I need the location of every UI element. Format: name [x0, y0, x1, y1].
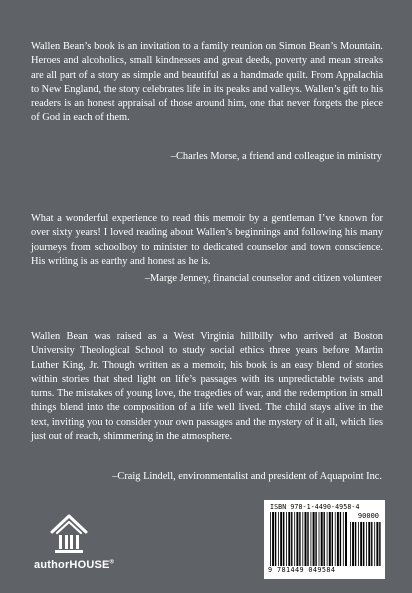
- price-code: 90000: [357, 512, 379, 520]
- testimonial-2-attribution: –Marge Jenney, financial counselor and citizen volunteer: [144, 273, 382, 284]
- testimonial-1-text: Wallen Bean’s book is an invitation to a family reunion on Simon Bean’s Mountain. Heroes and alcoholics, small kindnesses and great deeds, poverty and mean streaks are all part of a story as simple and beautiful as a handmade quilt. From Appalachia to New England, the story celebrates life in its peaks and valleys. Wallen’s gift to his readers is an honest appraisal of those around him, one that never forgets the piece of God in each of them.: [31, 41, 383, 124]
- house-logo-icon: [48, 512, 90, 556]
- testimonial-2-text: What a wonderful experience to read this memoir by a gentleman I’ve known for over sixty years! I loved reading about Wallen’s beginnings and following his many journeys from schoolboy to minister to dedicated counselor and town conscience. His writing is as earthy and honest as he is.: [31, 213, 383, 267]
- isbn-barcode: [264, 500, 385, 579]
- testimonial-3-text: Wallen Bean was raised as a West Virginia hillbilly who arrived at Boston University Theological School to study social ethics three years before Martin Luther King, Jr. Though written as a memoir, his book is an easy blend of stories within stories that shed light on life’s passages with its unpredictable twists and turns. The mistakes of young love, the tragedies of war, and the redemption in small things blend into the composition of a life well lived. The child stays alive in the text, inviting you to consider your own passages and the mystery of it all, which lies just out of reach, shimmering in the atmosphere.: [31, 331, 383, 443]
- publisher-name: authorHOUSE®: [34, 559, 115, 571]
- publisher-logo: [34, 512, 115, 578]
- testimonial-1-attribution: –Charles Morse, a friend and colleague in ministry: [170, 151, 382, 162]
- barcode-digits: 9 781449 049584: [268, 566, 336, 574]
- testimonial-3-attribution: –Craig Lindell, environmentalist and president of Aquapoint Inc.: [112, 471, 382, 482]
- isbn-number: ISBN 978-1-4490-4958-4: [270, 503, 360, 511]
